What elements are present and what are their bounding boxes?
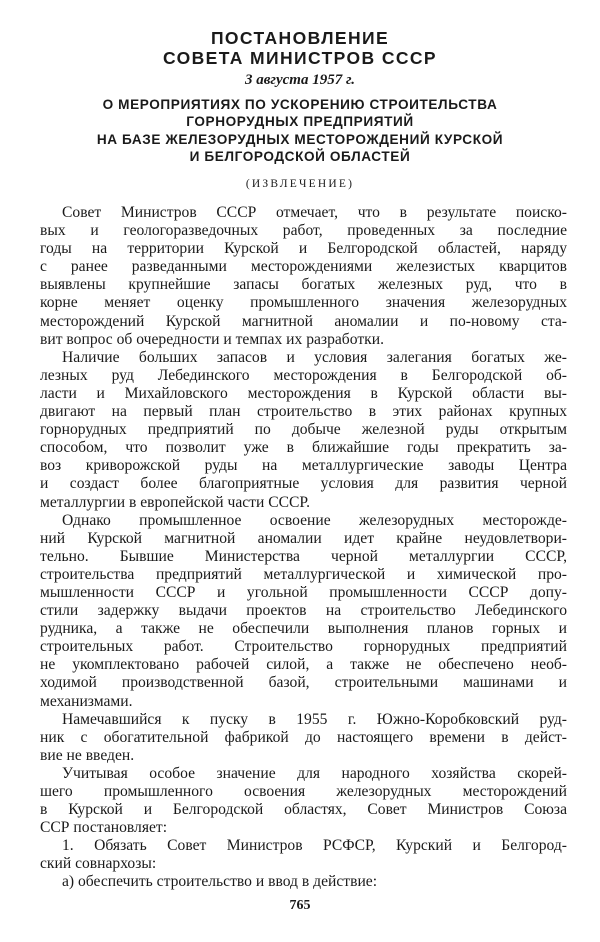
text-line: ний Курской магнитной аномалии идет крайне неудовлетвори- [40,529,567,547]
text-line: годы на территории Курской и Белгородской областей, наряду [40,240,567,258]
text-line: с ранее разведанными месторождениями железистых кварцитов [40,258,567,276]
text-line: механизмами. [40,692,133,710]
text-line: двигают на первый план строительство в этих районах крупных [40,403,567,421]
text-line: 1. Обязать Совет Министров РСФСР, Курский и Белгород- [62,837,567,855]
page-number: 765 [289,898,311,913]
text-line: ский совнархозы: [40,855,157,873]
text-line: а) обеспечить строительство и ввод в действие: [62,873,378,891]
paragraph [40,204,567,349]
text-line: выявлены крупнейшие запасы богатых железных руд, что в [40,276,567,294]
text-line: стили задержку выдачи проектов на строительство Лебединского [40,602,567,620]
text-line: воз криворожской руды на металлургические заводы Центра [40,457,567,475]
text-line: Намечавшийся к пуску в 1955 г. Южно-Коробковский руд- [62,710,567,728]
paragraph [40,512,567,711]
text-line: строительных работ. Строительство горнорудных предприятий [40,638,567,656]
document-title-line1: ПОСТАНОВЛЕНИЕ [210,28,390,48]
paragraph [40,349,567,512]
text-line: вых и геологоразведочных работ, проведенных за последние [40,222,567,240]
subject-line: И БЕЛГОРОДСКОЙ ОБЛАСТЕЙ [189,149,411,165]
document-title-line2: СОВЕТА МИНИСТРОВ СССР [162,48,437,68]
text-line: Наличие больших запасов и условия залегания богатых же- [62,348,567,366]
text-line: ласти и Михайловского месторождения в Курской области вы- [40,384,567,402]
text-line: месторождений Курской магнитной аномалии и по-новому ста- [40,312,567,330]
text-line: Однако промышленное освоение железорудных месторожде- [62,511,567,529]
text-line: лезных руд Лебединского месторождения в Белгородской об- [40,366,567,384]
paragraph [40,711,567,765]
subject-line: НА БАЗЕ ЖЕЛЕЗОРУДНЫХ МЕСТОРОЖДЕНИЙ КУРСКОЙ [96,131,504,147]
text-line: корне меняет оценку промышленного значения железорудных [40,294,567,312]
paragraph [40,765,567,837]
extract-label: (ИЗВЛЕЧЕНИЕ) [245,178,355,190]
text-line: способом, что позволит уже в ближайшие годы прекратить за- [40,439,567,457]
text-line: ник с обогатительной фабрикой до настоящего времени в дейст- [40,728,567,746]
subject-line: О МЕРОПРИЯТИЯХ ПО УСКОРЕНИЮ СТРОИТЕЛЬСТВА [102,97,498,112]
paragraph [40,873,567,891]
text-line: горнорудных предприятий по добыче железной руды открытым [40,421,567,439]
text-line: металлургии в европейской части СССР. [40,493,311,511]
document-date: 3 августа 1957 г. [244,72,356,88]
text-line: Учитывая особое значение для народного хозяйства скорей- [62,764,567,782]
text-line: в Курской и Белгородской областях, Совет Министров Союза [40,801,567,819]
text-line: не укомплектовано рабочей силой, а также не обеспечено необ- [40,656,567,674]
paragraph [40,837,567,873]
document-subject [60,96,540,166]
text-line: Совет Министров СССР отмечает, что в результате поиско- [62,204,567,221]
text-line: мышленности СССР и угольной промышленности СССР допу- [40,583,567,601]
text-line: рудника, а также не обеспечили выполнения планов горных и [40,620,567,638]
text-line: тельно. Бывшие Министерства черной металлургии СССР, [40,547,567,565]
document-body [40,204,567,892]
text-line: ССР постановляет: [40,819,168,837]
text-line: и создаст более благоприятные условия для развития черной [40,475,567,493]
text-line: строительства предприятий металлургической и химической про- [40,565,567,583]
text-line: шего промышленного освоения железорудных месторождений [40,783,567,800]
text-line: вие не введен. [40,746,135,764]
text-line: ходимой производственной базой, строительными машинами и [40,674,567,692]
text-line: вит вопрос об очередности и темпах их разработки. [40,330,384,348]
subject-line: ГОРНОРУДНЫХ ПРЕДПРИЯТИЙ [186,114,414,130]
